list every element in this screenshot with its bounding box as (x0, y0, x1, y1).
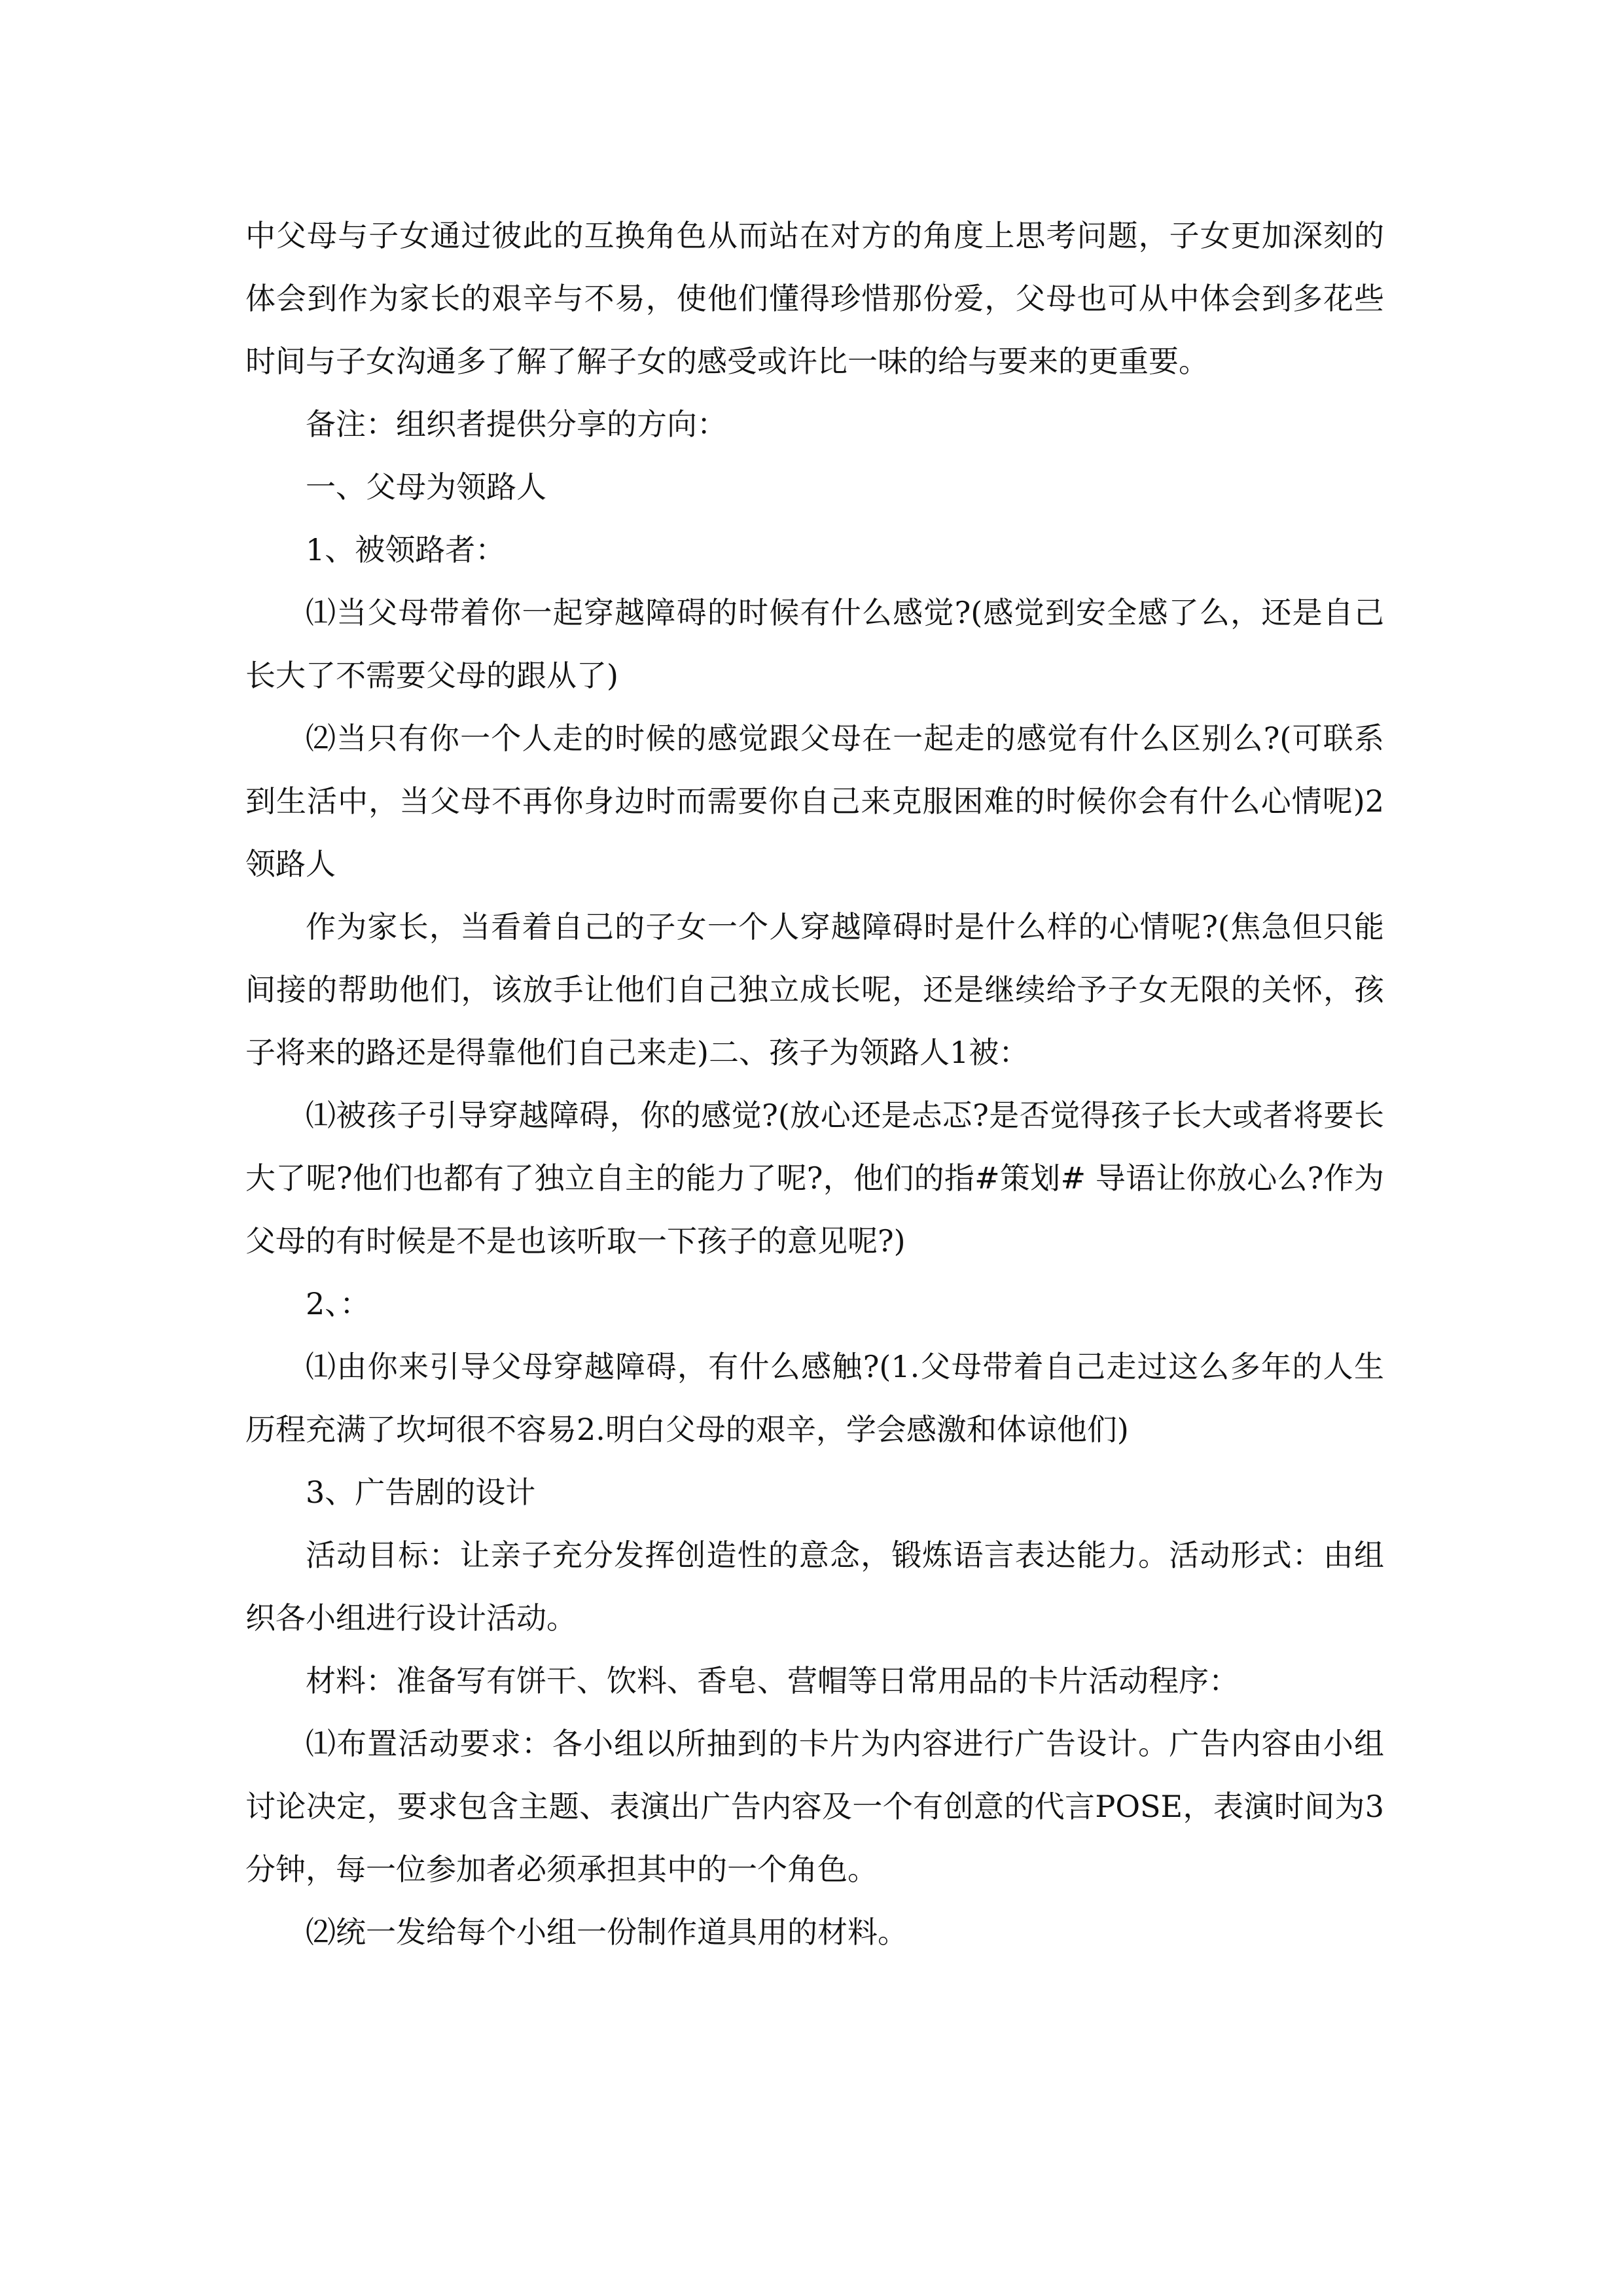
paragraph: ⑴当父母带着你一起穿越障碍的时候有什么感觉?(感觉到安全感了么，还是自己长大了不需要父母的跟从了) (245, 595, 1384, 693)
paragraph: 备注：组织者提供分享的方向： (306, 406, 727, 442)
subsection-heading: 2、： (306, 1286, 370, 1321)
document-body (245, 204, 1384, 1964)
paragraph: ⑵统一发给每个小组一份制作道具用的材料。 (306, 1914, 908, 1950)
paragraph: ⑴布置活动要求：各小组以所抽到的卡片为内容进行广告设计。广告内容由小组讨论决定，要求包含主题、表演出广告内容及一个有创意的代言POSE，表演时间为3分钟，每一位参加者必须承担其中的一个角色。 (245, 1726, 1384, 1887)
subsection-heading: 3、广告剧的设计 (306, 1475, 536, 1510)
paragraph: ⑵当只有你一个人走的时候的感觉跟父母在一起走的感觉有什么区别么?(可联系到生活中，当父母不再你身边时而需要你自己来克服困难的时候你会有什么心情呢)2领路人 (245, 721, 1384, 882)
paragraph: ⑴被孩子引导穿越障碍，你的感觉?(放心还是忐忑?是否觉得孩子长大或者将要长大了呢?他们也都有了独立自主的能力了呢?，他们的指#策划# 导语让你放心么?作为父母的有时候是不是也该听取一下孩子的意见呢?) (245, 1098, 1384, 1259)
section-heading: 一、父母为领路人 (306, 469, 546, 505)
paragraph: 材料：准备写有饼干、饮料、香皂、营帽等日常用品的卡片活动程序： (306, 1663, 1239, 1698)
paragraph: ⑴由你来引导父母穿越障碍，有什么感触?(1.父母带着自己走过这么多年的人生历程充满了坎坷很不容易2.明白父母的艰辛，学会感激和体谅他们) (245, 1349, 1384, 1447)
paragraph: 作为家长，当看着自己的子女一个人穿越障碍时是什么样的心情呢?(焦急但只能间接的帮助他们，该放手让他们自己独立成长呢，还是继续给予子女无限的关怀，孩子将来的路还是得靠他们自己来走)二、孩子为领路人1被： (245, 909, 1384, 1070)
paragraph: 中父母与子女通过彼此的互换角色从而站在对方的角度上思考问题，子女更加深刻的体会到作为家长的艰辛与不易，使他们懂得珍惜那份爱，父母也可从中体会到多花些时间与子女沟通多了解了解子女的感受或许比一味的给与要来的更重要。 (245, 218, 1384, 379)
paragraph: 活动目标：让亲子充分发挥创造性的意念，锻炼语言表达能力。活动形式：由组织各小组进行设计活动。 (245, 1537, 1384, 1636)
subsection-heading: 1、被领路者： (306, 532, 506, 567)
